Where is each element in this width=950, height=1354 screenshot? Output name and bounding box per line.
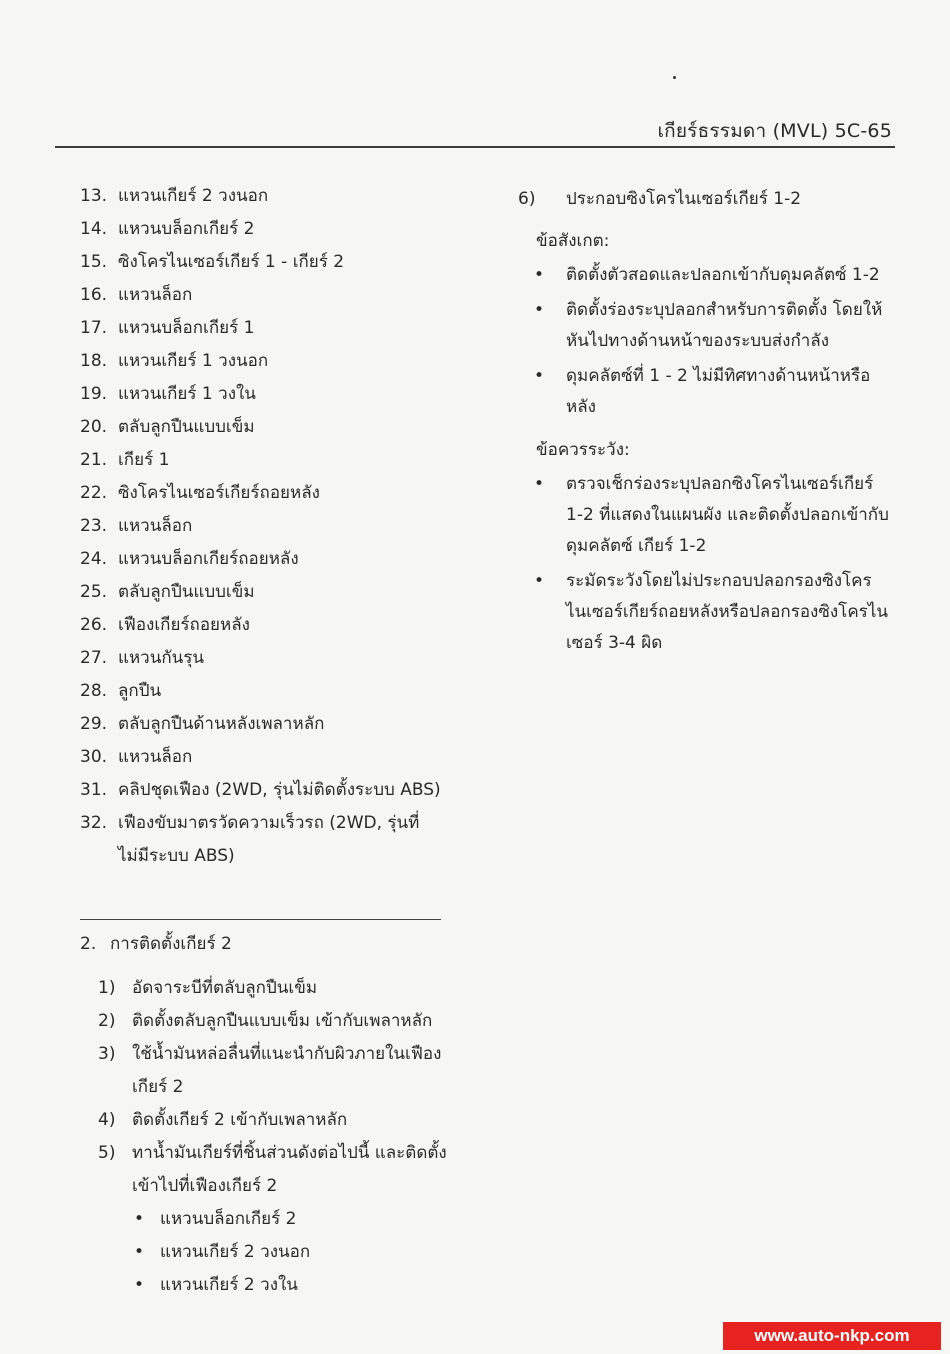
item-text: แหวนกันรุน — [118, 648, 204, 668]
list-item — [80, 246, 450, 279]
note-text: ติดตั้งร่องระบุปลอกสำหรับการติดตั้ง โดยให้หันไปทางด้านหน้าของระบบส่งกำลัง — [566, 300, 883, 351]
step-number: 6) — [518, 189, 536, 209]
list-item — [80, 543, 450, 576]
item-number: 15. — [80, 252, 108, 272]
item-text: ซิงโครไนเซอร์เกียร์ถอยหลัง — [118, 483, 320, 503]
sub-bullet-item — [132, 1236, 458, 1269]
item-number: 26. — [80, 615, 108, 635]
bullet-dot-icon: • — [134, 1242, 145, 1262]
step-item — [518, 184, 890, 214]
page-header-title: เกียร์ธรรมดา (MVL) 5C-65 — [657, 120, 892, 142]
item-number: 30. — [80, 747, 108, 767]
sub-bullet-list — [132, 1203, 458, 1302]
item-text: ตลับลูกปืนแบบเข็ม — [118, 582, 255, 602]
caution-title: ข้อควรระวัง: — [536, 440, 630, 460]
item-number: 28. — [80, 681, 108, 701]
item-text: แหวนเกียร์ 1 วงใน — [118, 384, 256, 404]
list-item — [80, 213, 450, 246]
sub-bullet-item — [132, 1203, 458, 1236]
bullet-dot-icon: • — [134, 1275, 145, 1295]
bullet-dot-icon: • — [534, 571, 545, 591]
item-text: ซิงโครไนเซอร์เกียร์ 1 - เกียร์ 2 — [118, 252, 345, 272]
item-text: แหวนบล็อกเกียร์ 2 — [118, 219, 255, 239]
item-number: 18. — [80, 351, 108, 371]
item-number: 27. — [80, 648, 108, 668]
list-item — [80, 576, 450, 609]
note-item — [518, 260, 890, 291]
section-divider — [80, 919, 441, 920]
bullet-dot-icon: • — [534, 366, 545, 386]
step-number: 5) — [98, 1143, 116, 1163]
item-text: แหวนเกียร์ 1 วงนอก — [118, 351, 269, 371]
item-text: แหวนล็อก — [118, 285, 193, 305]
item-text: แหวนล็อก — [118, 747, 193, 767]
step-item — [98, 1137, 458, 1302]
step-text: ใช้น้ำมันหล่อลื่นที่แนะนำกับผิวภายในเฟืองเกียร์ 2 — [132, 1044, 442, 1097]
list-item — [80, 807, 450, 873]
note-item — [518, 361, 890, 423]
sub-bullet-item — [132, 1269, 458, 1302]
list-item — [80, 510, 450, 543]
step-number: 3) — [98, 1044, 116, 1064]
item-number: 31. — [80, 780, 108, 800]
list-item — [80, 609, 450, 642]
item-number: 20. — [80, 417, 108, 437]
item-text: เฟืองเกียร์ถอยหลัง — [118, 615, 250, 635]
step-item — [98, 1104, 458, 1137]
item-number: 17. — [80, 318, 108, 338]
list-item — [80, 708, 450, 741]
list-item — [80, 741, 450, 774]
note-list — [518, 260, 890, 423]
item-text: แหวนบล็อกเกียร์ถอยหลัง — [118, 549, 299, 569]
list-item — [80, 642, 450, 675]
list-item — [80, 180, 450, 213]
item-text: ตลับลูกปืนแบบเข็ม — [118, 417, 255, 437]
item-text: แหวนล็อก — [118, 516, 193, 536]
item-text: แหวนเกียร์ 2 วงนอก — [118, 186, 269, 206]
install-steps — [98, 972, 458, 1302]
header-rule — [55, 146, 895, 148]
list-item — [80, 411, 450, 444]
list-item — [80, 378, 450, 411]
caution-list — [518, 469, 890, 659]
sub-bullet-text: แหวนเกียร์ 2 วงใน — [160, 1275, 298, 1295]
section-heading — [80, 929, 232, 959]
item-text: เฟืองขับมาตรวัดความเร็วรถ (2WD, รุ่นที่ไม่มีระบบ ABS) — [118, 813, 420, 866]
item-number: 23. — [80, 516, 108, 536]
step-text: ติดตั้งเกียร์ 2 เข้ากับเพลาหลัก — [132, 1110, 348, 1130]
step-text: ติดตั้งตลับลูกปืนแบบเข็ม เข้ากับเพลาหลัก — [132, 1011, 433, 1031]
caution-text: ระมัดระวังโดยไม่ประกอบปลอกรองซิงโครไนเซอร์เกียร์ถอยหลังหรือปลอกรองซิงโครไนเซอร์ 3-4 ผิด — [566, 571, 888, 653]
list-item — [80, 675, 450, 708]
section-number: 2. — [80, 934, 97, 954]
list-item — [80, 279, 450, 312]
item-number: 19. — [80, 384, 108, 404]
list-item — [80, 477, 450, 510]
step-item — [98, 1005, 458, 1038]
item-number: 14. — [80, 219, 108, 239]
item-number: 29. — [80, 714, 108, 734]
caution-item — [518, 566, 890, 659]
note-text: ดุมคลัตซ์ที่ 1 - 2 ไม่มีทิศทางด้านหน้าหรือหลัง — [566, 366, 871, 417]
bullet-dot-icon: • — [534, 265, 545, 285]
step-number: 4) — [98, 1110, 116, 1130]
stray-dot — [673, 76, 676, 79]
item-number: 22. — [80, 483, 108, 503]
section-title: การติดตั้งเกียร์ 2 — [110, 934, 232, 954]
step-item — [98, 1038, 458, 1104]
list-item — [80, 444, 450, 477]
note-title: ข้อสังเกต: — [536, 231, 610, 251]
step-text: ทาน้ำมันเกียร์ที่ชิ้นส่วนดังต่อไปนี้ และติดตั้งเข้าไปที่เฟืองเกียร์ 2 — [132, 1143, 447, 1196]
item-text: แหวนบล็อกเกียร์ 1 — [118, 318, 255, 338]
step-number: 2) — [98, 1011, 116, 1031]
caution-item — [518, 469, 890, 562]
parts-list — [80, 180, 450, 873]
item-text: คลิปชุดเฟือง (2WD, รุ่นไม่ติดตั้งระบบ ABS) — [118, 780, 441, 800]
step-item — [98, 972, 458, 1005]
bullet-dot-icon: • — [534, 300, 545, 320]
list-item — [80, 312, 450, 345]
step-text: ประกอบซิงโครไนเซอร์เกียร์ 1-2 — [566, 189, 802, 209]
sub-bullet-text: แหวนบล็อกเกียร์ 2 — [160, 1209, 297, 1229]
website-watermark: www.auto-nkp.com — [723, 1322, 941, 1350]
item-number: 16. — [80, 285, 108, 305]
item-number: 13. — [80, 186, 108, 206]
note-text: ติดตั้งตัวสอดและปลอกเข้ากับดุมคลัตซ์ 1-2 — [566, 265, 880, 285]
item-number: 21. — [80, 450, 108, 470]
caution-text: ตรวจเช็กร่องระบุปลอกซิงโครไนเซอร์เกียร์ 1-2 ที่แสดงในแผนผัง และติดตั้งปลอกเข้ากับดุมคลัตซ์ เกียร์ 1-2 — [566, 474, 889, 556]
step-text: อัดจาระบีที่ตลับลูกปืนเข็ม — [132, 978, 318, 998]
bullet-dot-icon: • — [134, 1209, 145, 1229]
list-item — [80, 774, 450, 807]
item-text: ตลับลูกปืนด้านหลังเพลาหลัก — [118, 714, 325, 734]
right-column — [518, 184, 890, 663]
item-text: ลูกปืน — [118, 681, 162, 701]
bullet-dot-icon: • — [534, 474, 545, 494]
item-text: เกียร์ 1 — [118, 450, 170, 470]
step-number: 1) — [98, 978, 116, 998]
item-number: 25. — [80, 582, 108, 602]
item-number: 32. — [80, 813, 108, 833]
list-item — [80, 345, 450, 378]
note-item — [518, 295, 890, 357]
sub-bullet-text: แหวนเกียร์ 2 วงนอก — [160, 1242, 311, 1262]
item-number: 24. — [80, 549, 108, 569]
